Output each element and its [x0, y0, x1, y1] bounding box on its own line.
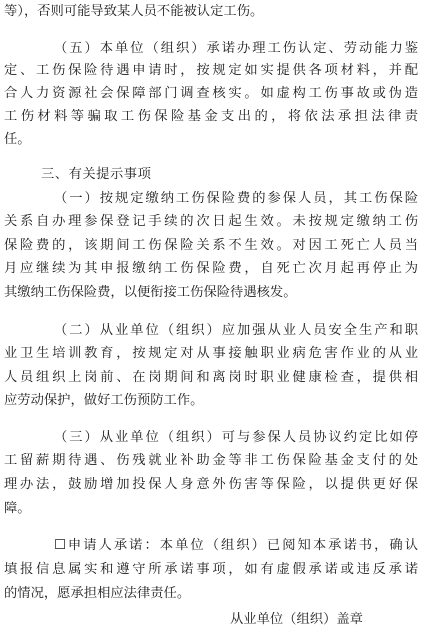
paragraph-1-line: （一）按规定缴纳工伤保险费的参保人员，其工伤保险: [54, 191, 418, 206]
text-line: 等），否则可能导致某人员不能被认定工伤。: [4, 4, 264, 19]
section-heading: 三、有关提示事项: [41, 167, 152, 182]
paragraph-5-line: 合人力资源社会保障部门调查核实。如虚构工伤事故或伪造: [4, 86, 418, 101]
paragraph-1-line: 关系自办理参保登记手续的次日起生效。未按规定缴纳工伤: [4, 214, 418, 229]
paragraph-1-line: 其缴纳工伤保险费，以便衔接工伤保险待遇核发。: [4, 285, 297, 300]
paragraph-3-line: 障。: [4, 501, 31, 516]
paragraph-2-line: 人员组织上岗前、在岗期间和离岗时职业健康检查，提供相: [4, 370, 418, 385]
paragraph-5-line: 定、工伤保险待遇申请时，按规定如实提供各项材料，并配: [4, 63, 418, 78]
seal-line: 从业单位（组织）盖章: [230, 612, 363, 627]
paragraph-1-line: 保险费的，该期间工伤保险关系不生效。对因工死亡人员当: [4, 238, 418, 253]
applicant-commitment-line: 的情况，愿承担相应法律责任。: [4, 586, 191, 601]
paragraph-2-line: 业卫生培训教育，按规定对从事接触职业病危害作业的从业: [4, 346, 418, 361]
paragraph-5-line: 工伤材料等骗取工伤保险基金支出的，将依法承担法律责: [4, 109, 418, 124]
paragraph-3-line: 理办法，鼓励增加投保人身意外伤害等保险，以提供更好保: [4, 477, 418, 492]
paragraph-5-line: （五）本单位（组织）承诺办理工伤认定、劳动能力鉴: [54, 41, 418, 56]
applicant-commitment-line: 填报信息属实和遵守所承诺事项，如有虚假承诺或违反承诺: [4, 562, 418, 577]
paragraph-2-line: （二）从业单位（组织）应加强从业人员安全生产和职: [54, 323, 418, 338]
paragraph-1-line: 月应继续为其申报缴纳工伤保险费，自死亡次月起再停止为: [4, 261, 418, 276]
paragraph-3-line: （三）从业单位（组织）可与参保人员协议约定比如停: [54, 430, 418, 445]
paragraph-3-line: 工留薪期待遇、伤残就业补助金等非工伤保险基金支付的处: [4, 453, 418, 468]
paragraph-2-line: 应劳动保护，做好工伤预防工作。: [4, 393, 204, 408]
applicant-commitment-line: ☐申请人承诺：本单位（组织）已阅知本承诺书，确认: [54, 538, 418, 553]
paragraph-5-line: 任。: [4, 132, 31, 147]
